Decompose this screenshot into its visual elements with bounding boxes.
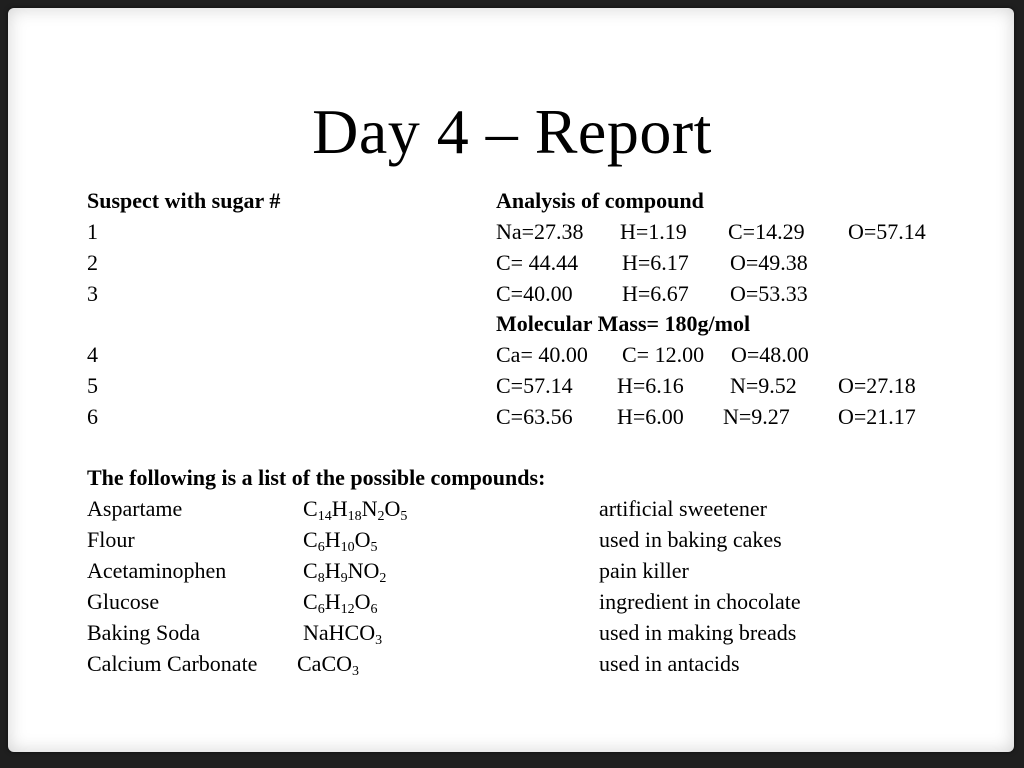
suspect-row bbox=[0, 278, 1024, 309]
analysis-value: Ca= 40.00 bbox=[496, 342, 588, 367]
formula-element: H bbox=[324, 589, 341, 614]
formula-element: C bbox=[303, 496, 318, 521]
analysis-value: O=57.14 bbox=[848, 219, 926, 244]
compound-list-heading-row bbox=[0, 462, 1024, 493]
compound-formula bbox=[303, 555, 386, 586]
compound-name: Calcium Carbonate bbox=[87, 651, 258, 676]
compound-name: Acetaminophen bbox=[87, 558, 227, 583]
suspect-number: 3 bbox=[87, 281, 98, 306]
analysis-value: O=21.17 bbox=[838, 404, 916, 429]
analysis-value: C=57.14 bbox=[496, 373, 573, 398]
compound-formula bbox=[303, 524, 377, 555]
compound-formula bbox=[303, 586, 377, 617]
formula-subscript: 5 bbox=[370, 540, 378, 555]
analysis-value: Na=27.38 bbox=[496, 219, 584, 244]
formula-subscript: 6 bbox=[370, 602, 378, 617]
table-header-row bbox=[0, 185, 1024, 216]
formula-element: O bbox=[384, 496, 401, 521]
formula-element: O bbox=[354, 589, 371, 614]
compound-formula bbox=[297, 648, 359, 679]
suspect-number: 2 bbox=[87, 250, 98, 275]
formula-element: C bbox=[303, 527, 318, 552]
compound-row bbox=[0, 493, 1024, 524]
suspect-row bbox=[0, 216, 1024, 247]
formula-element: H bbox=[331, 496, 348, 521]
analysis-value: H=1.19 bbox=[620, 219, 687, 244]
compound-formula bbox=[303, 493, 407, 524]
molecular-mass: Molecular Mass= 180g/mol bbox=[496, 311, 751, 336]
formula-element: C bbox=[303, 558, 318, 583]
analysis-value: N=9.27 bbox=[723, 404, 790, 429]
analysis-value: C= 12.00 bbox=[622, 342, 705, 367]
analysis-value: C=40.00 bbox=[496, 281, 573, 306]
formula-subscript: 12 bbox=[340, 602, 355, 617]
compound-name: Baking Soda bbox=[87, 620, 201, 645]
compound-row bbox=[0, 586, 1024, 617]
analysis-value: N=9.52 bbox=[730, 373, 797, 398]
formula-subscript: 3 bbox=[352, 664, 359, 679]
compound-name: Glucose bbox=[87, 589, 160, 614]
compound-name: Aspartame bbox=[87, 496, 183, 521]
formula-subscript: 2 bbox=[379, 571, 387, 586]
analysis-header: Analysis of compound bbox=[496, 188, 704, 213]
formula-subscript: 8 bbox=[317, 571, 325, 586]
compound-use: used in baking cakes bbox=[599, 527, 782, 552]
formula-element: NO bbox=[347, 558, 380, 583]
formula-subscript: 9 bbox=[340, 571, 348, 586]
formula-subscript: 2 bbox=[377, 509, 385, 524]
compound-use: ingredient in chocolate bbox=[599, 589, 801, 614]
analysis-value: O=53.33 bbox=[730, 281, 808, 306]
analysis-value: O=27.18 bbox=[838, 373, 916, 398]
formula-subscript: 6 bbox=[317, 602, 325, 617]
formula-element: H bbox=[324, 558, 341, 583]
suspect-row bbox=[0, 401, 1024, 432]
formula-subscript: 18 bbox=[347, 509, 362, 524]
compound-name: Flour bbox=[87, 527, 135, 552]
compound-use: used in antacids bbox=[599, 651, 740, 676]
formula-element: NaHCO bbox=[303, 620, 376, 645]
analysis-value: H=6.16 bbox=[617, 373, 684, 398]
compound-row bbox=[0, 524, 1024, 555]
formula-element: C bbox=[303, 589, 318, 614]
compound-use: pain killer bbox=[599, 558, 689, 583]
suspect-header: Suspect with sugar # bbox=[87, 188, 281, 213]
analysis-value: C=63.56 bbox=[496, 404, 573, 429]
analysis-value: H=6.17 bbox=[622, 250, 689, 275]
compound-use: used in making breads bbox=[599, 620, 797, 645]
formula-subscript: 10 bbox=[340, 540, 355, 555]
compound-formula bbox=[303, 617, 382, 648]
formula-subscript: 14 bbox=[317, 509, 332, 524]
molecular-mass-row bbox=[0, 308, 1024, 339]
formula-element: N bbox=[361, 496, 378, 521]
compound-use: artificial sweetener bbox=[599, 496, 767, 521]
suspect-number: 4 bbox=[87, 342, 98, 367]
suspect-number: 5 bbox=[87, 373, 98, 398]
suspect-row bbox=[0, 247, 1024, 278]
analysis-value: O=48.00 bbox=[731, 342, 809, 367]
formula-element: CaCO bbox=[297, 651, 352, 676]
formula-subscript: 5 bbox=[400, 509, 408, 524]
formula-element: O bbox=[354, 527, 371, 552]
analysis-value: C=14.29 bbox=[728, 219, 805, 244]
compound-row bbox=[0, 617, 1024, 648]
slide-title: Day 4 – Report bbox=[312, 96, 712, 167]
suspect-row bbox=[0, 339, 1024, 370]
compound-row bbox=[0, 555, 1024, 586]
compound-list-heading: The following is a list of the possible compounds: bbox=[87, 465, 546, 490]
compound-row bbox=[0, 648, 1024, 679]
formula-subscript: 3 bbox=[375, 633, 383, 648]
analysis-value: H=6.67 bbox=[622, 281, 689, 306]
suspect-number: 1 bbox=[87, 219, 98, 244]
formula-subscript: 6 bbox=[317, 540, 325, 555]
analysis-value: C= 44.44 bbox=[496, 250, 579, 275]
suspect-row bbox=[0, 370, 1024, 401]
analysis-value: O=49.38 bbox=[730, 250, 808, 275]
suspect-number: 6 bbox=[87, 404, 98, 429]
formula-element: H bbox=[324, 527, 341, 552]
analysis-value: H=6.00 bbox=[617, 404, 684, 429]
